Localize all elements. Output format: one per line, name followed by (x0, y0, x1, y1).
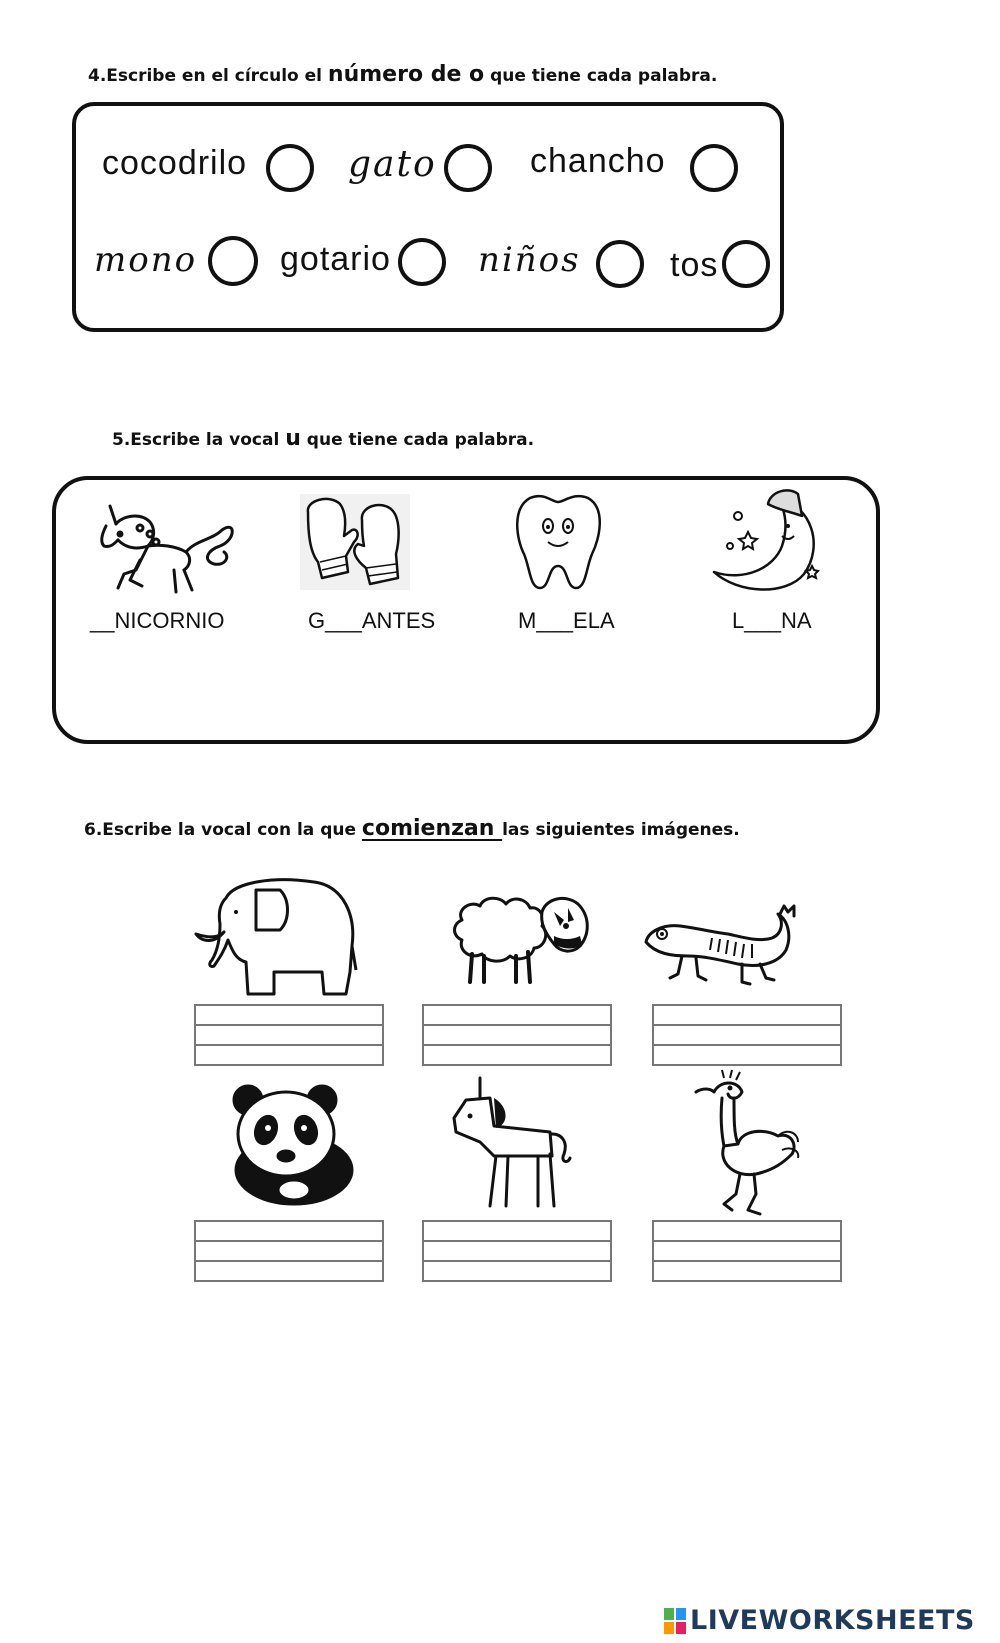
answer-circle-cocodrilo[interactable] (266, 144, 314, 192)
word-muela: M___ELA (518, 608, 615, 633)
section4-instruction-emph: número de o (327, 62, 485, 87)
word-mono: mono (94, 240, 198, 280)
ostrich-icon (694, 1070, 804, 1216)
word-chancho: chancho (530, 142, 666, 180)
section5-instruction-post: que tiene cada palabra. (300, 430, 535, 450)
section5-instruction-emph: u (285, 426, 301, 451)
word-cocodrilo: cocodrilo (102, 144, 248, 182)
unicorn-simple-icon (450, 1076, 572, 1210)
sheep-icon (450, 890, 590, 986)
section4-box (72, 102, 784, 332)
liveworksheets-logo-text: LIVEWORKSHEETS (690, 1605, 975, 1636)
answer-lines-elephant[interactable] (194, 1004, 384, 1066)
word-tos: tos (670, 246, 719, 284)
tooth-icon (510, 492, 606, 592)
answer-circle-gotario[interactable] (398, 238, 446, 286)
unicorn-icon (96, 500, 240, 594)
answer-lines-ostrich[interactable] (652, 1220, 842, 1282)
section6-instruction (84, 816, 740, 841)
liveworksheets-logo (664, 1605, 975, 1636)
lizard-icon (642, 902, 804, 986)
section5-instruction (112, 426, 534, 451)
word-guantes: G___ANTES (308, 608, 436, 633)
answer-circle-tos[interactable] (722, 240, 770, 288)
section6-instruction-emph: comienzan (361, 816, 503, 841)
moon-icon (708, 486, 830, 596)
answer-lines-panda[interactable] (194, 1220, 384, 1282)
panda-icon (230, 1084, 358, 1206)
answer-circle-gato[interactable] (444, 144, 492, 192)
answer-circle-chancho[interactable] (690, 144, 738, 192)
word-gato: gato (348, 144, 437, 185)
word-gotario: gotario (280, 240, 391, 278)
mittens-icon (300, 494, 410, 590)
word-luna: L___NA (732, 608, 812, 633)
section6-instruction-post: las siguientes imágenes. (502, 820, 740, 840)
section4-instruction-pre: 4.Escribe en el círculo el (88, 66, 328, 86)
answer-lines-lizard[interactable] (652, 1004, 842, 1066)
section5-instruction-pre: 5.Escribe la vocal (112, 430, 286, 450)
elephant-icon (194, 876, 360, 1000)
liveworksheets-logo-icon (664, 1608, 686, 1634)
section4-instruction (88, 62, 717, 87)
section6-instruction-pre: 6.Escribe la vocal con la que (84, 820, 362, 840)
answer-circle-mono[interactable] (208, 236, 258, 286)
answer-circle-ninos[interactable] (596, 240, 644, 288)
answer-lines-unicorn[interactable] (422, 1220, 612, 1282)
word-unicornio: __NICORNIO (90, 608, 225, 633)
section4-instruction-post: que tiene cada palabra. (484, 66, 718, 86)
answer-lines-sheep[interactable] (422, 1004, 612, 1066)
word-ninos: niños (478, 240, 581, 280)
